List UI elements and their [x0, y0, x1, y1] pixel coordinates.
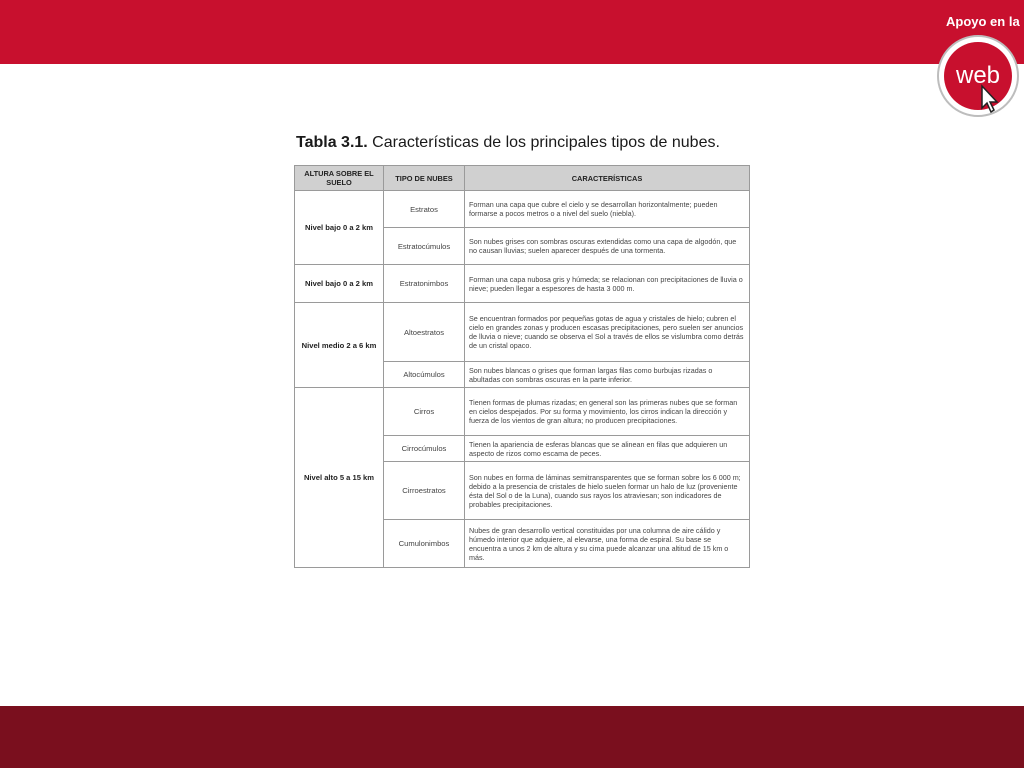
- characteristics-cell: Tienen formas de plumas rizadas; en general son las primeras nubes que se forman en cielos despejados. Por su forma y movimiento, los cirros indican la dirección y fuerza de los vientos de gran altura; no producen precipitaciones.: [465, 388, 750, 436]
- table-row: [295, 265, 750, 303]
- table-header-row: [295, 166, 750, 191]
- altitude-cell: Nivel bajo 0 a 2 km: [295, 265, 384, 303]
- clouds-table: [294, 165, 750, 568]
- table-row: [295, 303, 750, 362]
- characteristics-cell: Son nubes grises con sombras oscuras extendidas como una capa de algodón, que no causan lluvias; suelen aparecer después de una tormenta.: [465, 228, 750, 265]
- characteristics-cell: Forman una capa nubosa gris y húmeda; se relacionan con precipitaciones de lluvia o nieve; pueden llegar a espesores de hasta 3 000 m.: [465, 265, 750, 303]
- characteristics-cell: Son nubes en forma de láminas semitransparentes que se forman sobre los 6 000 m; debido a la presencia de cristales de hielo suelen formar un halo de luz (proveniente ésta del Sol o de la Luna), cuando sus rayos los atraviesan; son indicadores de probables precipitaciones.: [465, 462, 750, 520]
- characteristics-cell: Nubes de gran desarrollo vertical constituidas por una columna de aire cálido y húmedo interior que adquiere, al elevarse, una forma de espiral. Su base se encuentra a unos 2 km de altura y su cima puede alcanzar una altitud de 15 km o más.: [465, 520, 750, 568]
- altitude-cell: Nivel alto 5 a 15 km: [295, 388, 384, 568]
- cloud-type-cell: Cumulonimbos: [384, 520, 465, 568]
- bottom-banner: [0, 706, 1024, 768]
- cloud-type-cell: Estratos: [384, 191, 465, 228]
- altitude-cell: Nivel medio 2 a 6 km: [295, 303, 384, 388]
- header-altura: ALTURA SOBRE EL SUELO: [295, 166, 384, 191]
- cloud-type-cell: Cirrocúmulos: [384, 436, 465, 462]
- characteristics-cell: Son nubes blancas o grises que forman largas filas como burbujas rizadas o abultadas con sombras oscuras en la parte inferior.: [465, 362, 750, 388]
- cloud-type-cell: Altocúmulos: [384, 362, 465, 388]
- web-logo-text: web: [955, 62, 1001, 89]
- top-banner: [0, 0, 1024, 64]
- cloud-type-cell: Estratocúmulos: [384, 228, 465, 265]
- web-support-icon[interactable]: [936, 34, 1020, 118]
- table-row: [295, 191, 750, 228]
- cloud-type-cell: Cirroestratos: [384, 462, 465, 520]
- cloud-type-cell: Altoestratos: [384, 303, 465, 362]
- header-tipo: TIPO DE NUBES: [384, 166, 465, 191]
- characteristics-cell: Tienen la apariencia de esferas blancas que se alinean en filas que adquieren un aspecto de rizos como escama de peces.: [465, 436, 750, 462]
- support-web-label: Apoyo en la: [946, 14, 1020, 29]
- table-title-text: Características de los principales tipos de nubes.: [367, 134, 720, 151]
- characteristics-cell: Forman una capa que cubre el cielo y se desarrollan horizontalmente; pueden formarse a pocos metros o a nivel del suelo (niebla).: [465, 191, 750, 228]
- table-title-label: Tabla 3.1.: [296, 134, 368, 151]
- characteristics-cell: Se encuentran formados por pequeñas gotas de agua y cristales de hielo; cubren el cielo en grandes zonas y producen escasas precipitaciones, pero suelen ser anuncios de lluvia o nieve; cuando se observa el Sol a través de ellos se vislumbra como detrás de un cristal opaco.: [465, 303, 750, 362]
- table-row: [295, 388, 750, 436]
- cloud-type-cell: Estratonimbos: [384, 265, 465, 303]
- altitude-cell: Nivel bajo 0 a 2 km: [295, 191, 384, 265]
- cloud-type-cell: Cirros: [384, 388, 465, 436]
- table-title: [296, 134, 766, 152]
- header-caracteristicas: CARACTERÍSTICAS: [465, 166, 750, 191]
